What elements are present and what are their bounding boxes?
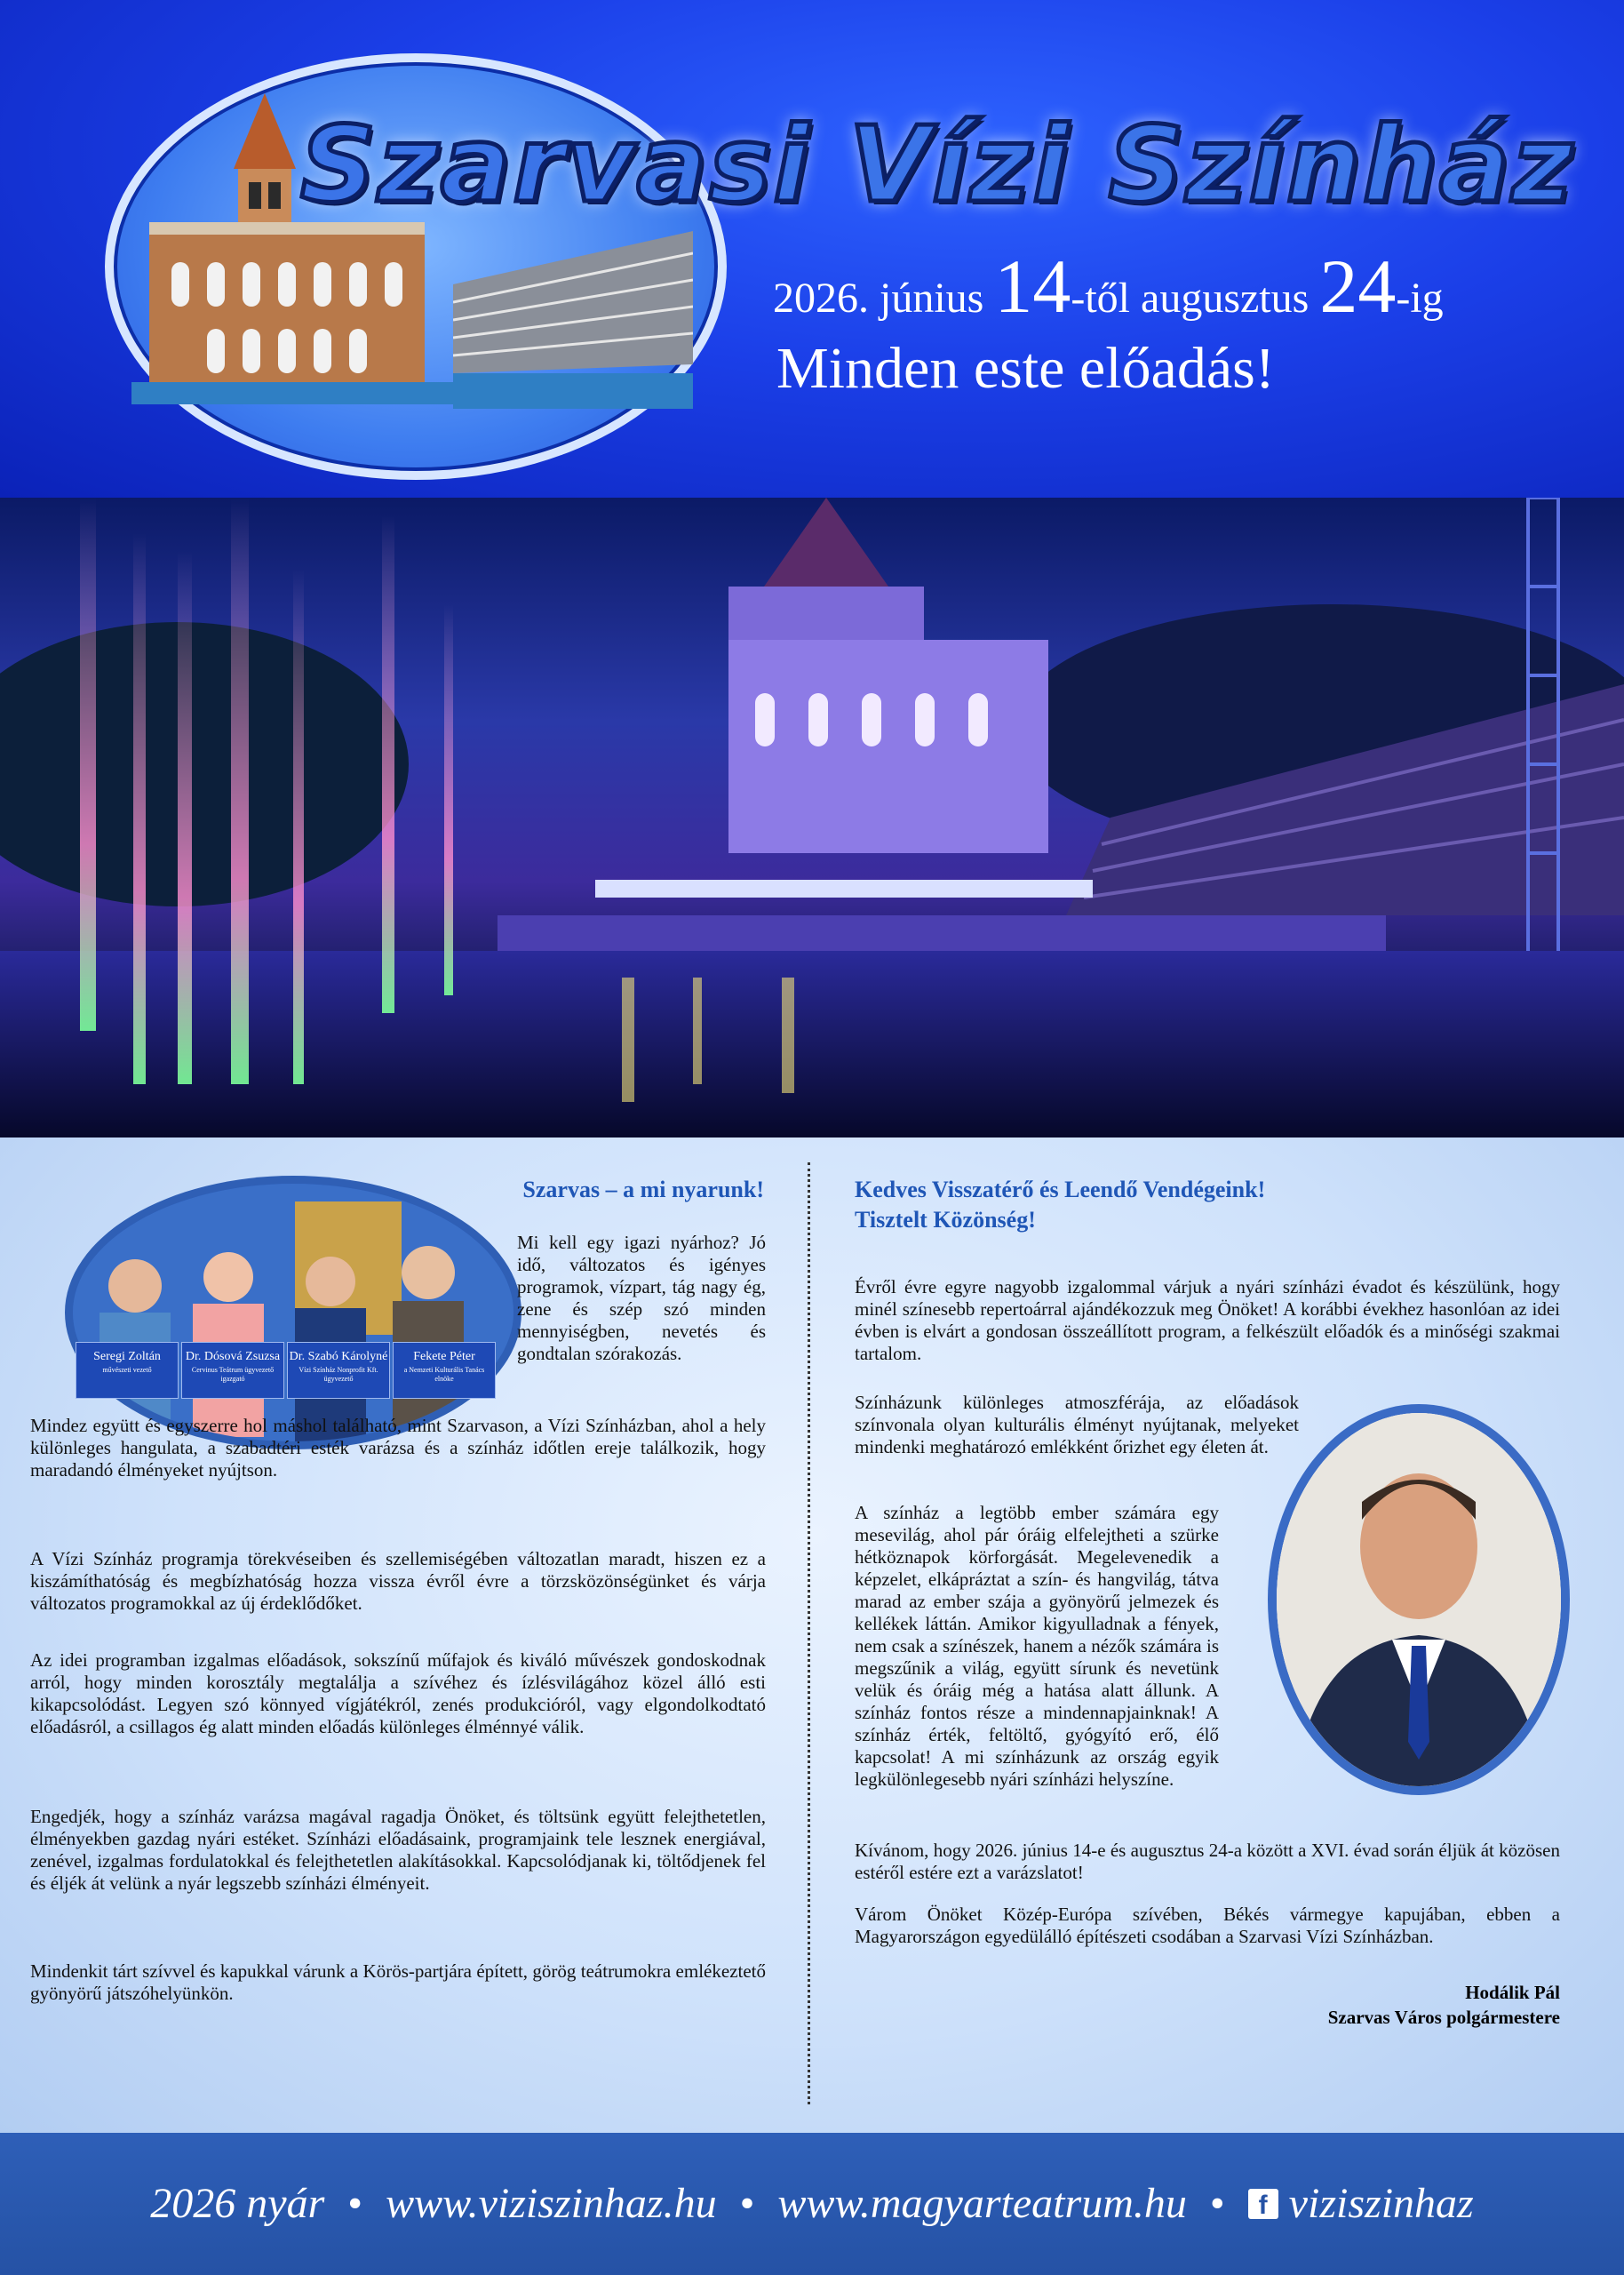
person-name: Fekete Péter xyxy=(413,1350,475,1363)
right-paragraph-5: Várom Önöket Közép-Európa szívében, Békés vármegye kapujában, ebben a Magyarországon egyedülálló építészeti csodában a Szarvasi Vízi Színházban. xyxy=(855,1904,1560,1947)
facebook-icon[interactable]: f xyxy=(1248,2189,1278,2219)
season-dates xyxy=(773,242,1572,331)
right-paragraph-2: Színházunk különleges atmoszférája, az előadások színvonala olyan kulturális élményt nyújtanak, melyeket mindenki meghatározó emlékként őrizhet egy életen át. xyxy=(855,1392,1299,1457)
audience-stands-illustration xyxy=(453,231,693,409)
left-heading: Szarvas – a mi nyarunk! xyxy=(522,1177,764,1202)
left-paragraph-5: Mindenkit tárt szívvel és kapukkal várunk a Körös-partjára épített, görög teátrumokra emlékeztető gyönyörű játszóhelyünkön. xyxy=(30,1960,766,2004)
mayor-portrait-illustration xyxy=(1277,1413,1561,1786)
date-end-day: 24 xyxy=(1319,243,1397,329)
person-name: Dr. Szabó Károlyné xyxy=(289,1350,388,1363)
left-paragraph-3: Az idei programban izgalmas előadások, sokszínű műfajok és kiváló művészek gondoskodnak arról, hogy minden korosztály megtalálja a szívéhez és ízlésvilágához közel álló esti kikapcsolódást. Legyen szó könnyed vígjátékról, zenés produkcióról, vagy elgondolkodtató előadásról, a csillagos ég alatt minden előadás különleges élménnyé válik. xyxy=(30,1649,766,1737)
date-start-day: 14 xyxy=(994,243,1071,329)
footer-season: 2026 nyár xyxy=(150,2180,325,2227)
mayor-portrait xyxy=(1277,1413,1561,1786)
header-banner xyxy=(0,0,1624,498)
person-role: Vízi Színház Nonprofit Kft. ügyvezető xyxy=(299,1366,378,1383)
team-photo xyxy=(73,1184,513,1441)
right-heading-greeting: Kedves Visszatérő és Leendő Vendégeink! xyxy=(855,1177,1266,1202)
person-name: Dr. Dósová Zsuzsa xyxy=(185,1350,281,1363)
footer-separator: • xyxy=(347,2180,363,2227)
right-paragraph-1: Évről évre egyre nagyobb izgalommal várjuk a nyári színházi évadot és készülünk, hogy minél színesebb repertoárral ajándékozzuk meg Önöket! A korábbi évekhez hasonlóan az idei évben is elvárt a gondosan összeállított program, a felkészült előadók és a minőségi szakmai tartalom. xyxy=(855,1276,1560,1364)
footer-separator: • xyxy=(1209,2180,1225,2227)
footer-links xyxy=(0,2168,1624,2239)
footer-bar xyxy=(0,2133,1624,2275)
left-paragraph-4: Engedjék, hogy a színház varázsa magával ragadja Önöket, és töltsünk együtt felejthetetlen, élményekben gazdag nyári estéket. Színházi előadásaink, programjaink tele lesznek energiával, zenével, izgalmas fordulatokkal és felejthetetlen alakításokkal. Kapcsolódjanak ki, töltődjenek fel és éljék át velünk a nyár legszebb színházi élményeit. xyxy=(30,1806,766,1894)
page-title: Szarvasi Vízi Színház xyxy=(300,103,1575,226)
right-heading-audience: Tisztelt Közönség! xyxy=(855,1207,1036,1233)
name-card-4 xyxy=(393,1342,496,1399)
person-role: a Nemzeti Kulturális Tanács elnöke xyxy=(403,1366,485,1383)
date-middle: -től augusztus xyxy=(1071,275,1320,322)
left-paragraph-2: A Vízi Színház programja törekvéseiben és szellemiségében változatlan maradt, hiszen ez a kiszámíthatóság és megbízhatóság hozza vissza évről évre a törzsközönségünket és várja változatos programokkal az új érdeklődőket. xyxy=(30,1548,766,1614)
right-paragraph-3: A színház a legtöbb ember számára egy mesevilág, ahol pár óráig elfelejtheti a szürke hétköznapok körforgását. Megelevenedik a képzelet, elkápráztat a szín- és hangvilág, tátva marad az ember szája a gyönyörű jelmezek és kellékek láttán. Amikor kigyulladnak a fények, nem csak a színészek, hanem a nézők számára is megszűnik a világ, együtt sírunk és nevetünk velük és óráig még a hatása alatt állunk. A színház fontos része a mindennapjainknak! A színház érték, feltöltő, gyógyító erő, élő kapcsolat! A mi színházunk az ország egyik legkülönlegesebb nyári színházi helyszíne. xyxy=(855,1502,1219,1790)
signature-title: Szarvas Város polgármestere xyxy=(1327,2007,1560,2028)
theatre-photo-illustration xyxy=(0,498,1624,1138)
name-card-1 xyxy=(76,1342,179,1399)
footer-facebook-handle[interactable]: viziszinhaz xyxy=(1288,2180,1474,2227)
name-card-2 xyxy=(181,1342,284,1399)
team-portrait-illustration xyxy=(73,1184,513,1441)
name-card-3 xyxy=(287,1342,390,1399)
column-divider xyxy=(808,1162,810,2104)
left-paragraph-1: Mindez együtt és egyszerre hol máshol található, mint Szarvason, a Vízi Színházban, ahol a hely különleges hangulata, a szabadtéri esték varázsa és a színház időtlen ereje találkozik, hogy maradandó élményeket nyújtson. xyxy=(30,1415,766,1481)
date-prefix: 2026. június xyxy=(773,275,995,322)
right-paragraph-4: Kívánom, hogy 2026. június 14-e és augusztus 24-a között a XVI. évad során éljük át közösen estéről estére ezt a varázslatot! xyxy=(855,1840,1560,1883)
footer-separator: • xyxy=(739,2180,755,2227)
signature-name: Hodálik Pál xyxy=(1465,1982,1560,2003)
theatre-night-photo xyxy=(0,498,1624,1138)
person-role: Cervinus Teátrum ügyvezető igazgató xyxy=(191,1366,275,1383)
slogan: Minden este előadás! xyxy=(776,336,1275,401)
person-name: Seregi Zoltán xyxy=(93,1350,161,1363)
person-role: művészeti vezető xyxy=(102,1366,152,1374)
footer-website-magyarteatrum[interactable]: www.magyarteatrum.hu xyxy=(777,2180,1187,2227)
date-suffix: -ig xyxy=(1396,275,1444,322)
footer-website-viziszinhaz[interactable]: www.viziszinhaz.hu xyxy=(386,2180,717,2227)
left-intro: Mi kell egy igazi nyárhoz? Jó idő, változatos és igényes programok, vízpart, tág nagy ég, zene és szép szó minden mennyiségben, nevetés és gondtalan szórakozás. xyxy=(517,1232,766,1364)
